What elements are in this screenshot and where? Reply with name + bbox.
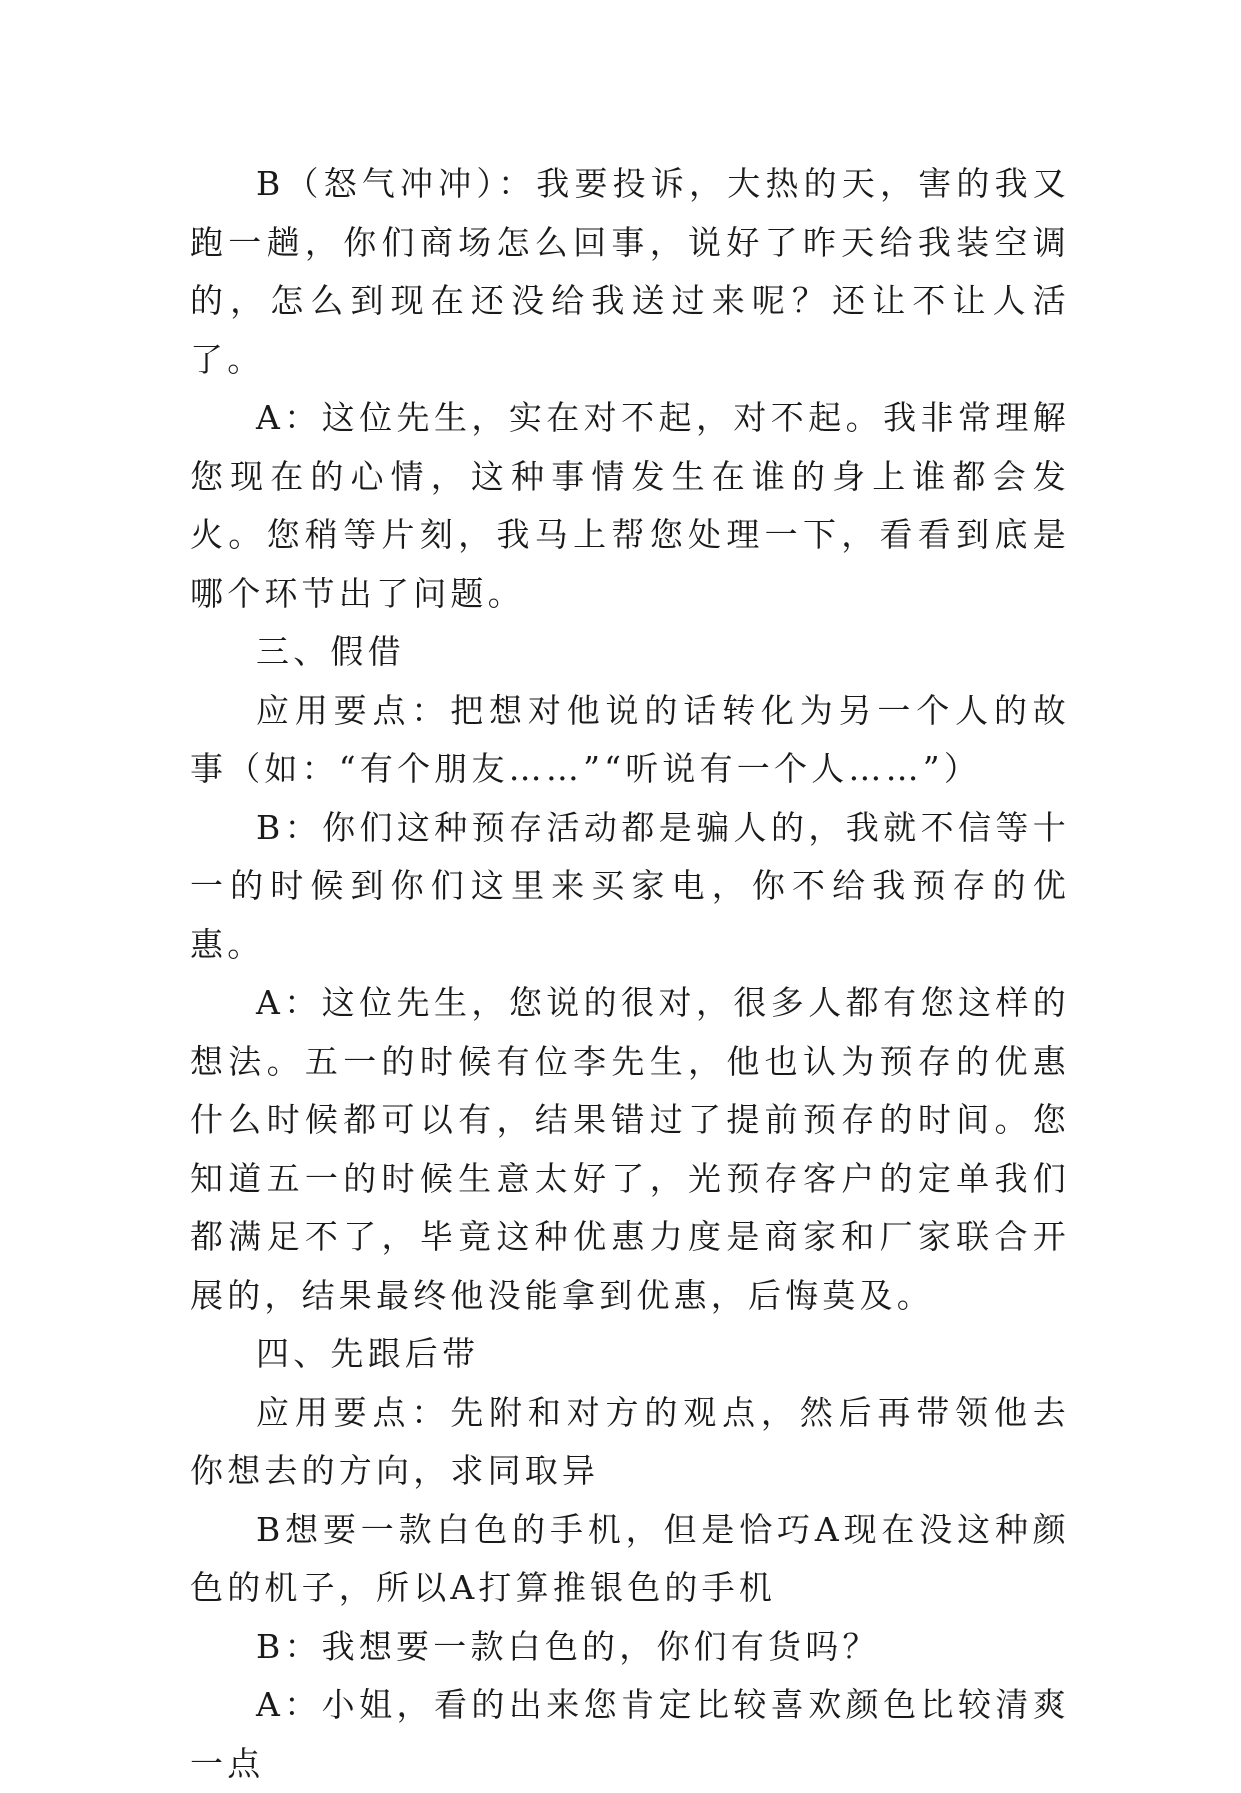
key-point-4: 应用要点：先附和对方的观点，然后再带领他去你想去的方向，求同取异 — [190, 1392, 1070, 1490]
dialogue-b-prepay: B：你们这种预存活动都是骗人的，我就不信等十一的时候到你们这里来买家电，你不给我预存的优惠。 — [190, 807, 1070, 964]
section-heading-3: 三、假借 — [256, 632, 405, 671]
scenario-description: B想要一款白色的手机，但是恰巧A现在没这种颜色的机子，所以A打算推银色的手机 — [190, 1509, 1070, 1607]
dialogue-a-reply: A：小姐，看的出来您肯定比较喜欢颜色比较清爽一点 — [190, 1685, 1070, 1783]
dialogue-a-apology: A：这位先生，实在对不起，对不起。我非常理解您现在的心情，这种事情发生在谁的身上谁都会发火。您稍等片刻，我马上帮您处理一下，看看到底是哪个环节出了问题。 — [190, 398, 1070, 613]
section-heading-4: 四、先跟后带 — [256, 1334, 480, 1373]
dialogue-b-white-phone: B：我想要一款白色的，你们有货吗？ — [256, 1626, 880, 1666]
dialogue-b-complaint: B（怒气冲冲）：我要投诉，大热的天，害的我又跑一趟，你们商场怎么回事，说好了昨天给我装空调的，怎么到现在还没给我送过来呢？还让不让人活了。 — [190, 164, 1070, 379]
key-point-3: 应用要点：把想对他说的话转化为另一个人的故事（如：“有个朋友……”“听说有一个人……”） — [190, 690, 1070, 788]
dialogue-a-story: A：这位先生，您说的很对，很多人都有您这样的想法。五一的时候有位李先生，他也认为预存的优惠什么时候都可以有，结果错过了提前预存的时间。您知道五一的时候生意太好了，光预存客户的定单我们都满足不了，毕竟这种优惠力度是商家和厂家联合开展的，结果最终他没能拿到优惠，后悔莫及。 — [190, 983, 1070, 1315]
document-page — [190, 155, 1070, 1793]
